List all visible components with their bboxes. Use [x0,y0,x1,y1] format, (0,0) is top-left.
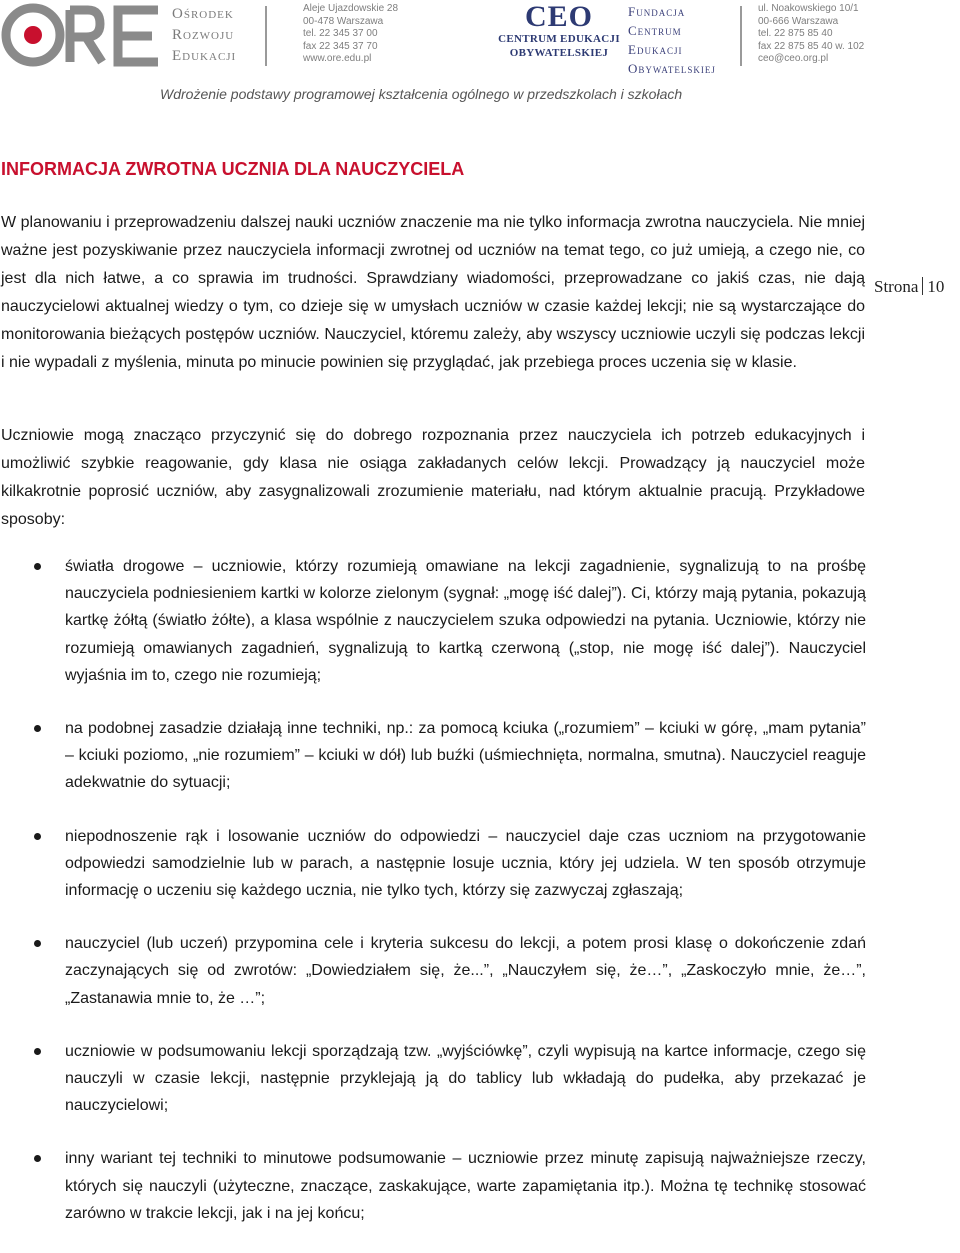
paragraph: Uczniowie mogą znacząco przyczynić się do dobrego rozpoznania przez nauczyciela ich potrzeb edukacyjnych i umożliwić szybkie reagowanie, gdy klasa nie osiąga zakładanych celów lekcji. Prowadzący ją nauczyciel może kilkakrotnie poprosić uczniów, aby zasygnalizowali zrozumienie materiału, nad którym aktualnie pracują. Przykładowe sposoby: [1,427,865,528]
list-item [0,715,866,797]
ore-address-line: fax 22 345 37 70 [303,40,378,52]
ore-org-line: Ośrodek [172,6,234,22]
ceo-org-line: Obywatelskiej [628,61,716,76]
ceo-logo-subline: CENTRUM EDUKACJI [498,33,620,45]
page-header [0,0,960,110]
page-number-label [874,277,944,297]
ore-org-name [172,4,236,67]
page-separator [922,277,923,295]
list-item [0,1145,866,1227]
ore-address [303,3,398,66]
list-item-text: nauczyciel (lub uczeń) przypomina cele i kryteria sukcesu do lekcji, a potem prosi klasę o dokończenie zdań zaczynających się od zwrotów: „Dowiedziałem się, że...”, „Nauczyłem się, że…”, „Zaskoczyło mnie, że…”, „Zastanawia mnie to, że …”; [65,935,866,1007]
bullet-icon [34,1155,41,1162]
page-number: 10 [927,277,945,296]
ceo-address-line: fax 22 875 85 40 w. 102 [758,40,865,52]
ore-website-link[interactable]: www.ore.edu.pl [303,53,372,64]
ceo-logo-text: CEO [524,0,593,33]
ore-org-line: Edukacji [172,48,237,64]
ceo-org-line: Fundacja [628,4,686,19]
ore-address-line: 00-478 Warszawa [303,15,384,27]
ceo-logo-subline: OBYWATELSKIEJ [509,47,609,59]
ore-address-line: tel. 22 345 37 00 [303,28,378,39]
ceo-logo [498,2,620,72]
bullet-icon [34,940,41,947]
ceo-address-line: tel. 22 875 85 40 [758,28,833,39]
header-divider [740,6,742,66]
list-item [0,553,866,689]
ore-address-line: Aleje Ujazdowskie 28 [303,3,399,14]
ceo-org-name [628,2,716,78]
list-item-text: uczniowie w podsumowaniu lekcji sporządzają tzw. „wyjściówkę”, czyli wypisują na kartce informacje, czego się nauczyli w czasie lekcji, następnie przyklejają ją do tablicy lub wkładają do pudełka, aby przekazać je nauczycielowi; [65,1042,866,1115]
ceo-address-line: ul. Noakowskiego 10/1 [758,3,859,14]
examples-list [0,553,866,1253]
list-item-text: niepodnoszenie rąk i losowanie uczniów do odpowiedzi – nauczyciel daje czas uczniom na przygotowanie odpowiedzi samodzielnie lub w parach, a następnie losuje ucznia, który jej udziela. W ten sposób otrzymuje informację o uczeniu się każdego ucznia, nie tylko tych, którzy się zazwyczaj zgłaszają; [65,827,866,900]
ceo-org-line: Centrum [628,23,682,38]
bullet-icon [34,725,41,732]
list-item [0,823,866,905]
paragraph: W planowaniu i przeprowadzeniu dalszej nauki uczniów znaczenie ma nie tylko informacja zwrotna nauczyciela. Nie mniej ważne jest pozyskiwanie przez nauczyciela informacji zwrotnej od uczniów na temat tego, co już umieją, a czego nie, co jest dla nich łatwe, a co sprawia im trudności. Sprawdziany wiadomości, przeprowadzane co jakiś czas, nie dają nauczycielowi aktualnej wiedzy o tym, co dzieje się w umysłach uczniów w czasie każdej lekcji; nie są wystarczające do monitorowania bieżących postępów uczniów. Nauczyciel, któremu zależy, aby wszyscy uczniowie uczyli się podczas lekcji i nie wypadali z myślenia, minuta po minucie powinien się przyglądać, jak przebiega proces uczenia się w klasie. [1,214,865,371]
bullet-icon [34,1048,41,1055]
header-tagline: Wdrożenie podstawy programowej kształcenia ogólnego w przedszkolach i szkołach [160,86,683,102]
list-item [0,1038,866,1120]
ore-logo [0,2,165,68]
bullet-icon [34,833,41,840]
list-item-text: światła drogowe – uczniowie, którzy rozumieją omawiane na lekcji zagadnienie, sygnalizują to na prośbę nauczyciela podniesieniem kartki w kolorze zielonym (sygnał: „mogę iść dalej”). Ci, którzy mają pytania, pokazują kartkę żółtą (światło żółte), a klasa wspólnie z nauczycielem szuka odpowiedzi na pytania. Uczniowie, którzy nie rozumieją omawianych zagadnień, sygnalizują to kartką czerwoną („stop, nie mogę iść dalej”). Nauczyciel wyjaśnia im to, czego nie rozumieją; [65,558,866,684]
header-divider [265,6,267,66]
ore-org-line: Rozwoju [172,27,235,43]
bullet-icon [34,563,41,570]
list-item-text: inny wariant tej techniki to minutowe podsumowanie – uczniowie przez minutę zapisują najważniejsze rzeczy, których się nauczyli (użyteczne, znaczące, zaskakujące, warte zapamiętania itp.). Można tę technikę stosować zarówno w trakcie lekcji, jak i na jej końcu; [65,1150,866,1222]
list-item [0,930,866,1012]
page-word: Strona [874,277,919,296]
document-title: INFORMACJA ZWROTNA UCZNIA DLA NAUCZYCIELA [1,159,465,179]
ceo-email-link[interactable]: ceo@ceo.org.pl [758,53,829,64]
ceo-address [758,3,864,66]
list-item-text: na podobnej zasadzie działają inne techniki, np.: za pomocą kciuka („rozumiem” – kciuki w górę, „mam pytania” – kciuki poziomo, „nie rozumiem” – kciuki w dół) lub buźki (uśmiechnięta, normalna, smutna). Nauczyciel reaguje adekwatnie do sytuacji; [65,720,866,792]
ceo-org-line: Edukacji [628,42,683,57]
ceo-address-line: 00-666 Warszawa [758,15,839,27]
